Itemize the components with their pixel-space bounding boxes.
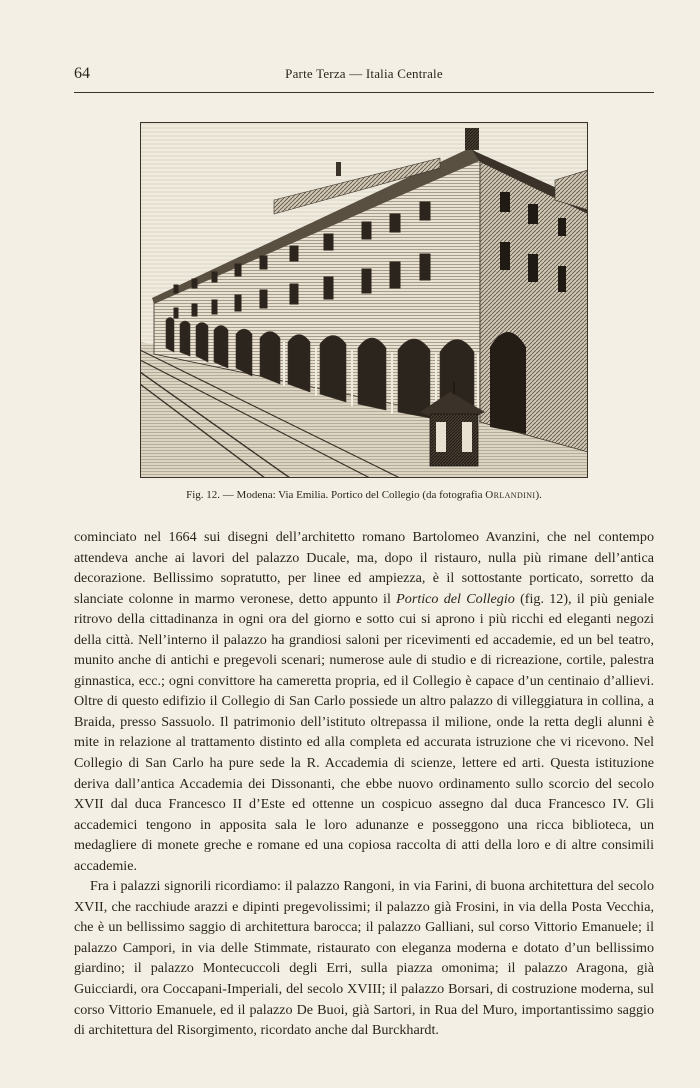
page-header xyxy=(74,63,654,85)
paragraph-collegio-part2: (fig. 12), il più geniale ritrovo della cittadinanza in ogni ora del giorno e sotto cui si aprono i più ricchi ed eleganti negozi della città. Nell’interno il palazzo ha grandiosi saloni per ricevimenti ed accademie, ed un bel teatro, munito anche di antichi e pregevoli scenari; numerose aule di studio e di ricreazione, cortile, palestra ginnastica, ecc.; ogni convittore ha cameretta propria, ed il Collegio è capace d’un centinaio d’allievi. Oltre di questo edifizio il Collegio di San Carlo possiede un altro palazzo di villeggiatura in collina, a Braida, presso Sassuolo. Il patrimonio dell’istituto oltrepassa il milione, onde la retta degli alunni è mite in relazione al trattamento distinto ed alla completa ed accurata istruzione che vi ricevono. Nel Collegio di San Carlo ha pure sede la R. Accademia di scienze, lettere ed arti. Questa istituzione deriva dall’antica Accademia dei Dissonanti, che ebbe nuovo ordinamento sullo scorcio del secolo XVII dal duca Francesco II d’Este ed ottenne un cospicuo assegno dal duca Francesco IV. Gli accademici tengono in apposita sala le loro adunanze e posseggono una ricca biblioteca, un medagliere di monete greche e romane ed una copiosa raccolta di atti della loro e di altre consimili accademie. xyxy=(74,590,654,874)
caption-photographer: Orlandini xyxy=(485,489,536,501)
header-rule xyxy=(74,92,654,93)
caption-text: Fig. 12. — Modena: Via Emilia. Portico del Collegio (da fotografia xyxy=(186,489,486,501)
italic-portico-title: Portico del Collegio xyxy=(396,590,515,607)
paragraph-collegio xyxy=(74,527,654,876)
body-text xyxy=(74,527,654,1041)
running-head: Parte Terza — Italia Centrale xyxy=(285,66,443,81)
page-number: 64 xyxy=(74,65,90,82)
caption-end: ). xyxy=(535,489,542,501)
figure-caption xyxy=(74,487,654,503)
palazzo-collegio-engraving xyxy=(140,122,588,478)
engraving-illustration xyxy=(140,122,588,478)
paragraph-collegio-part1: cominciato nel 1664 sui disegni dell’architetto romano Bartolomeo Avanzini, che nel contempo attendeva anche ai lavori del palazzo Ducale, ma, dopo il ristauro, nulla più rimane dell’antica decorazione. Bellissimo sopratutto, per linee ed ampiezza, è il sottostante porticato, sorretto da slanciate colonne in marmo veronese, detto appunto il xyxy=(74,529,654,607)
paragraph-palazzi: Fra i palazzi signorili ricordiamo: il palazzo Rangoni, in via Farini, di buona architettura del secolo XVII, che racchiude arazzi e dipinti pregevolissimi; il palazzo già Frosini, in via della Posta Vecchia, che è un bellissimo saggio di architettura barocca; il palazzo Galliani, sul corso Vittorio Emanuele; il palazzo Campori, in via delle Stimmate, ristaurato con eleganza moderna e dotato d’un bellissimo giardino; il palazzo Montecuccoli degli Erri, sulla piazza omonima; il palazzo Aragona, già Guicciardi, ora Coccapani-Imperiali, del secolo XVIII; il palazzo Borsari, di costruzione moderna, sul corso Vittorio Emanuele, ed il palazzo De Buoi, già Sartori, in Rua del Muro, importantissimo saggio di architettura del Risorgimento, ricordato anche dal Burckhardt. xyxy=(74,878,654,1039)
